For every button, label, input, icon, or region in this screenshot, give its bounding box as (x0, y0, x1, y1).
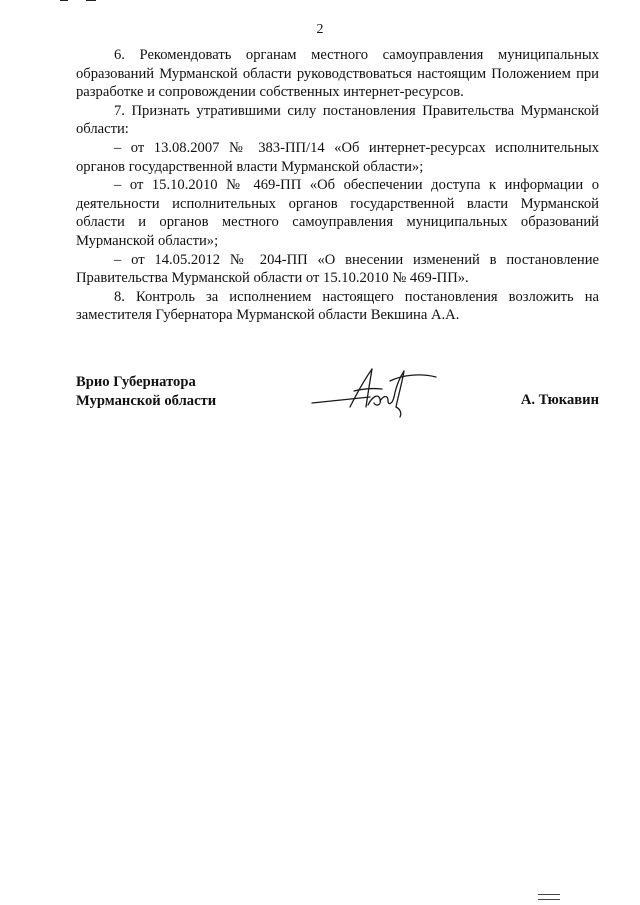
signature-block (76, 373, 599, 433)
signer-position (76, 373, 216, 410)
signer-position-line-2: Мурманской области (76, 392, 217, 409)
handwritten-signature (310, 361, 480, 421)
scan-artifact (538, 894, 560, 895)
scan-artifact (538, 899, 560, 900)
signer-position-line-1: Врио Губернатора (76, 374, 196, 390)
repeal-item-2: – от 15.10.2010 № 469-ПП «Об обеспечении доступа к информации о деятельности исполнительных органов государственной власти Мурманской области и органов местного самоуправления муниципальных образований Мурманской области»; (76, 177, 599, 249)
signatory-name: А. Тюкавин (520, 392, 599, 408)
repeal-item-1: – от 13.08.2007 № 383-ПП/14 «Об интернет-ресурсах исполнительных органов государственной власти Мурманской области»; (76, 139, 599, 175)
page-number: 2 (316, 22, 324, 37)
repeal-item-3: – от 14.05.2012 № 204-ПП «О внесении изменений в постановление Правительства Мурманской области от 15.10.2010 № 469-ПП». (76, 251, 599, 287)
paragraph-item-7: 7. Признать утратившими силу постановления Правительства Мурманской области: (76, 102, 599, 138)
scan-artifact (60, 0, 68, 1)
paragraph-item-6: 6. Рекомендовать органам местного самоуправления муниципальных образований Мурманской области руководствоваться настоящим Положением при разработке и сопровождении собственных интернет-ресурсов. (76, 47, 599, 101)
paragraph-item-8: 8. Контроль за исполнением настоящего постановления возложить на заместителя Губернатора Мурманской области Векшина А.А. (76, 288, 599, 324)
scan-artifact (86, 0, 96, 1)
document-body (76, 46, 599, 325)
